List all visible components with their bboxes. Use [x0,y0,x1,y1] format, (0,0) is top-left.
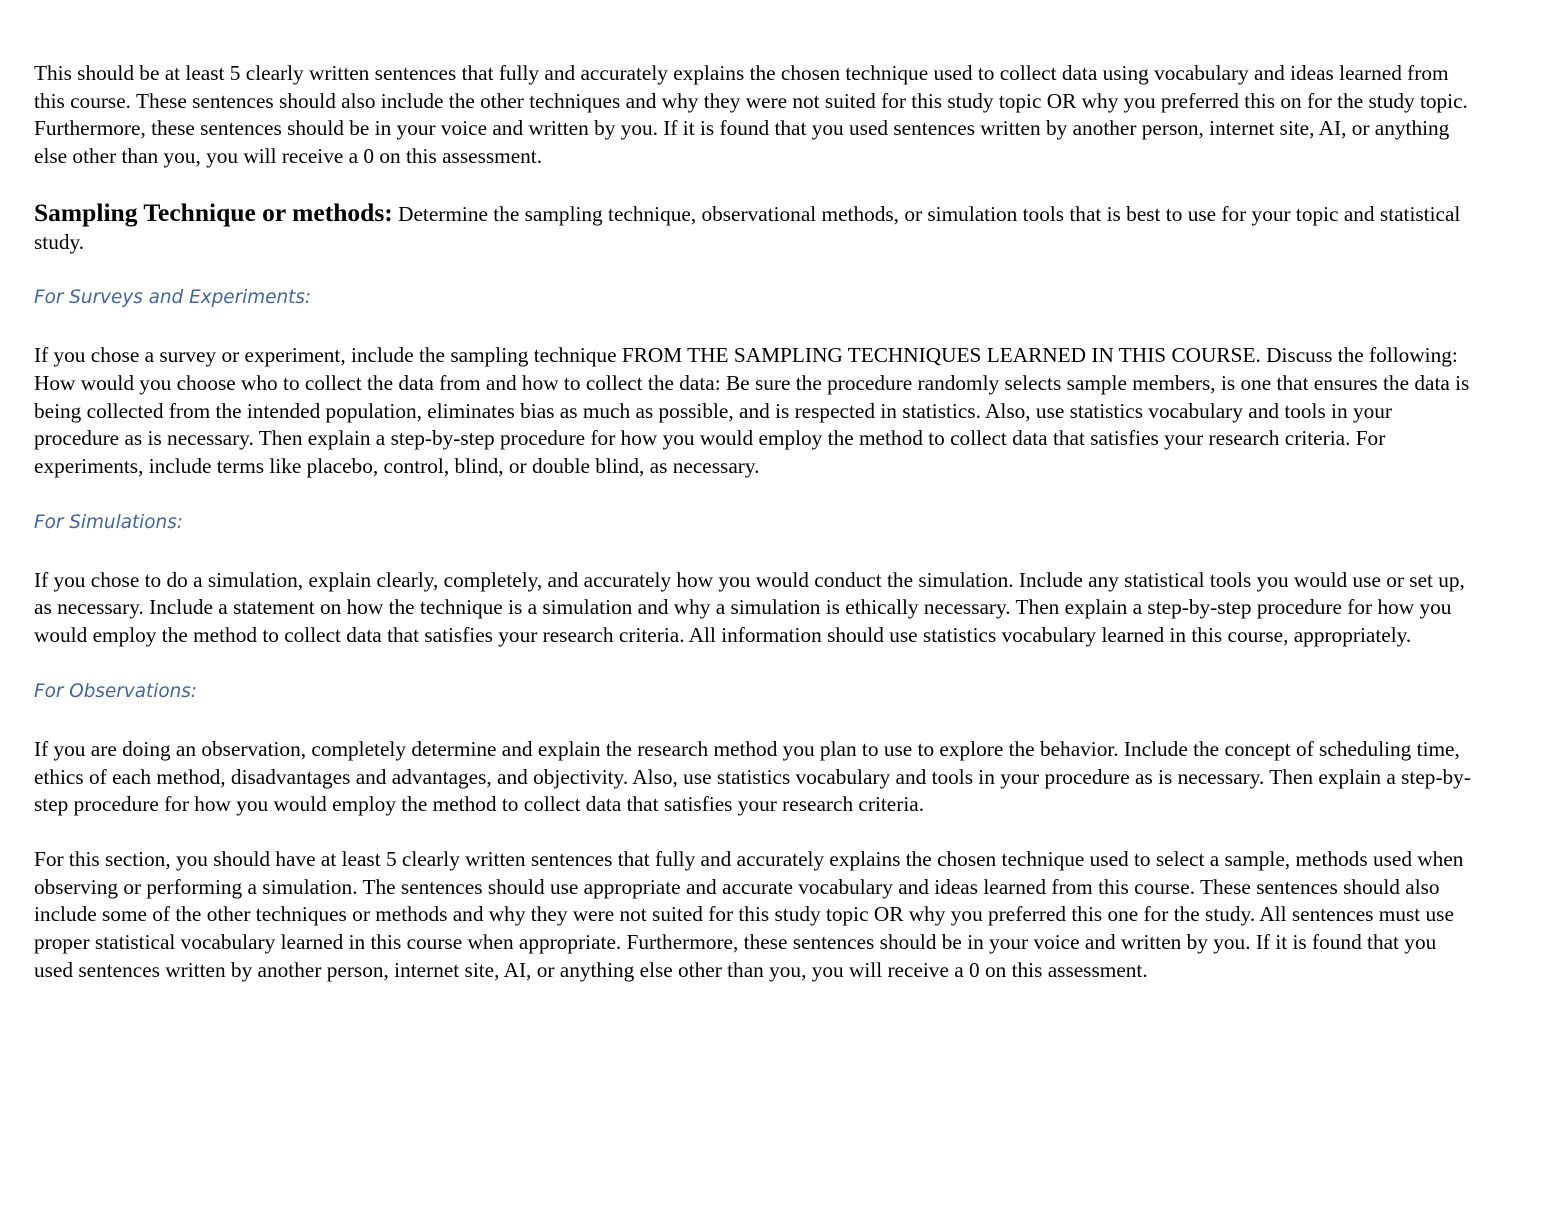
closing-paragraph: For this section, you should have at least 5 clearly written sentences that fully and accurately explains the chosen technique used to select a sample, methods used when observing or performing a simulation. The sentences should use appropriate and accurate vocabulary and ideas learned from this course. These sentences should also include some of the other techniques or methods and why they were not suited for this study topic OR why you preferred this one for the study. All sentences must use proper statistical vocabulary learned in this course when appropriate. Furthermore, these sentences should be in your voice and written by you. If it is found that you used sentences written by another person, internet site, AI, or anything else other than you, you will receive a 0 on this assessment. [34,846,1464,982]
surveys-paragraph: If you chose a survey or experiment, include the sampling technique FROM THE SAMPLING TECHNIQUES LEARNED IN THIS COURSE. Discuss the following: How would you choose who to collect the data from and how to collect the data: Be sure the procedure randomly selects sample members, is one that ensures the data is being collected from the intended population, eliminates bias as much as possible, and is respected in statistics. Also, use statistics vocabulary and tools in your procedure as is necessary. Then explain a step-by-step procedure for how you would employ the method to collect data that satisfies your research criteria. For experiments, include terms like placebo, control, blind, or double blind, as necessary. [34,343,1470,479]
sampling-heading-text: Determine the sampling technique, observational methods, or simulation tools that is best to use for your topic and statistical study. [34,201,1461,254]
sampling-heading-title: Sampling Technique or methods: [34,197,393,227]
simulations-subheading: For Simulations: [34,511,183,533]
surveys-subheading: For Surveys and Experiments: [34,287,312,309]
observations-paragraph: If you are doing an observation, completely determine and explain the research method you plan to use to explore the behavior. Include the concept of scheduling time, ethics of each method, disadvantages and advantages, and objectivity. Also, use statistics vocabulary and tools in your procedure as is necessary. Then explain a step-by-step procedure for how you would employ the method to collect data that satisfies your research criteria. [34,736,1471,817]
intro-paragraph: This should be at least 5 clearly written sentences that fully and accurately explains the chosen technique used to collect data using vocabulary and ideas learned from this course. These sentences should also include the other techniques and why they were not suited for this study topic OR why you preferred this on for the study topic. Furthermore, these sentences should be in your voice and written by you. If it is found that you used sentences written by another person, internet site, AI, or anything else other than you, you will receive a 0 on this assessment. [34,61,1468,169]
document-page [34,60,1474,1014]
sampling-section-heading [34,199,1474,256]
simulations-paragraph: If you chose to do a simulation, explain clearly, completely, and accurately how you would conduct the simulation. Include any statistical tools you would use or set up, as necessary. Include a statement on how the technique is a simulation and why a simulation is ethically necessary. Then explain a step-by-step procedure for how you would employ the method to collect data that satisfies your research criteria. All information should use statistics vocabulary learned in this course, appropriately. [34,567,1465,648]
observations-subheading: For Observations: [34,680,198,702]
